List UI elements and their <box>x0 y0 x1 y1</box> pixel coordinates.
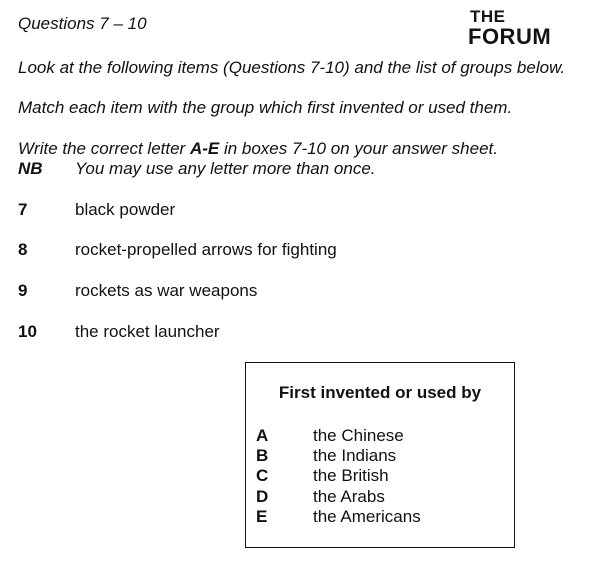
option-letter: E <box>256 507 268 526</box>
option-letter: B <box>256 446 269 465</box>
option-text: the British <box>313 466 389 485</box>
instruction-line-1: Look at the following items (Questions 7-10) and the list of groups below. <box>18 58 566 77</box>
instruction-line-2: Match each item with the group which first invented or used them. <box>18 98 513 117</box>
question-number: 9 <box>18 281 28 300</box>
question-number: 8 <box>18 240 28 259</box>
question-number: 7 <box>18 200 28 219</box>
logo-the-text: THE <box>470 7 506 26</box>
question-text: the rocket launcher <box>75 322 220 341</box>
option-text: the Arabs <box>313 487 385 506</box>
question-text: rockets as war weapons <box>75 281 258 300</box>
instruction-line-3-prefix: Write the correct letter <box>18 139 190 158</box>
option-letter: A <box>256 426 269 445</box>
option-letter: C <box>256 466 269 485</box>
the-forum-logo <box>468 8 564 50</box>
option-text: the Chinese <box>313 426 404 445</box>
option-text: the Indians <box>313 446 397 465</box>
question-text: rocket-propelled arrows for fighting <box>75 240 337 259</box>
options-box <box>245 362 515 548</box>
options-box-title: First invented or used by <box>278 383 482 402</box>
question-text: black powder <box>75 200 176 219</box>
logo-forum-text: FORUM <box>468 24 552 49</box>
letter-range: A-E <box>189 139 220 158</box>
nb-text: You may use any letter more than once. <box>75 159 376 178</box>
instruction-line-3 <box>18 139 498 159</box>
option-letter: D <box>256 487 269 506</box>
section-title: Questions 7 – 10 <box>18 14 147 33</box>
nb-label: NB <box>18 159 43 178</box>
instruction-line-3-suffix: in boxes 7-10 on your answer sheet. <box>219 139 498 158</box>
question-number: 10 <box>18 322 37 341</box>
option-text: the Americans <box>313 507 421 526</box>
